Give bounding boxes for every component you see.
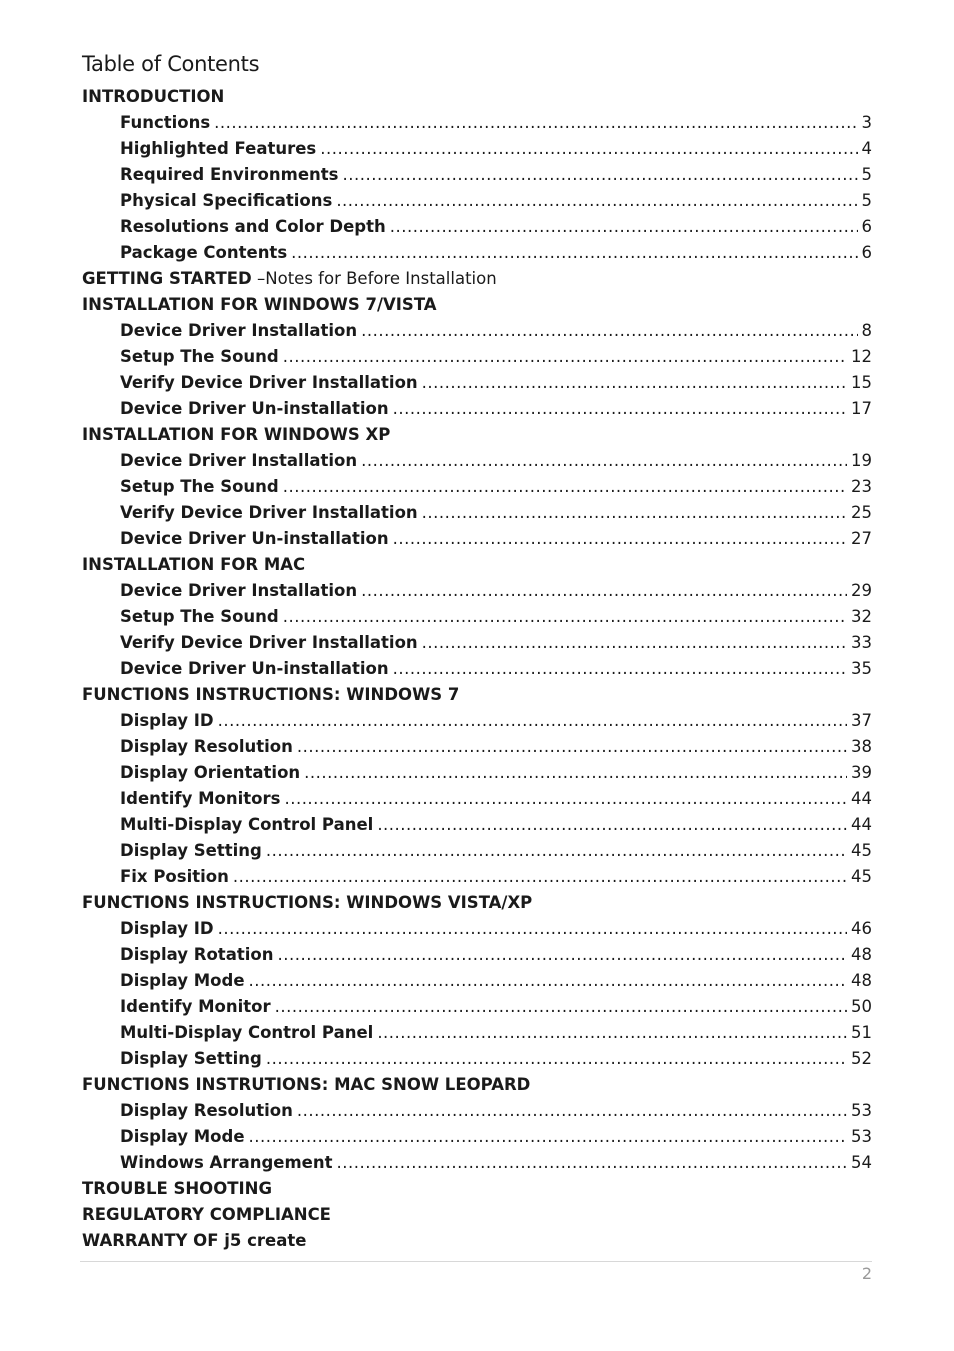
toc-entry-label: Device Driver Installation bbox=[120, 321, 358, 340]
toc-entry-page: 33 bbox=[851, 633, 872, 652]
toc-entry-page: 53 bbox=[851, 1101, 872, 1120]
toc-entry-label: Device Driver Un-installation bbox=[120, 659, 389, 678]
toc-section-label: WARRANTY OF j5 create bbox=[82, 1231, 307, 1250]
toc-entry[interactable] bbox=[82, 916, 872, 942]
toc-entry[interactable] bbox=[82, 630, 872, 656]
toc-entry-page: 32 bbox=[851, 607, 872, 626]
toc-entry-page: 6 bbox=[861, 217, 872, 236]
toc-entry-page: 25 bbox=[851, 503, 872, 522]
toc-entry-page: 27 bbox=[851, 529, 872, 548]
toc-entry-page: 6 bbox=[861, 243, 872, 262]
toc-entry[interactable] bbox=[82, 760, 872, 786]
toc-entry[interactable] bbox=[82, 656, 872, 682]
dot-leader bbox=[266, 838, 847, 864]
toc-entry-page: 39 bbox=[851, 763, 872, 782]
toc-entry-page: 45 bbox=[851, 841, 872, 860]
toc-entry-page: 35 bbox=[851, 659, 872, 678]
toc-section-label: REGULATORY COMPLIANCE bbox=[82, 1205, 331, 1224]
toc-entry[interactable] bbox=[82, 864, 872, 890]
toc-entry-label: Display ID bbox=[120, 919, 214, 938]
toc-section[interactable] bbox=[82, 266, 872, 292]
toc-entry-label: Verify Device Driver Installation bbox=[120, 633, 418, 652]
dot-leader bbox=[218, 708, 847, 734]
toc-entry-label: Device Driver Un-installation bbox=[120, 529, 389, 548]
toc-entry-page: 51 bbox=[851, 1023, 872, 1042]
toc-entry-page: 19 bbox=[851, 451, 872, 470]
toc-entry[interactable] bbox=[82, 396, 872, 422]
toc-entry-label: Display Mode bbox=[120, 1127, 245, 1146]
toc-entry[interactable] bbox=[82, 344, 872, 370]
toc-section[interactable] bbox=[82, 1228, 872, 1254]
toc-entry[interactable] bbox=[82, 942, 872, 968]
toc-entry[interactable] bbox=[82, 370, 872, 396]
dot-leader bbox=[283, 604, 847, 630]
toc-page bbox=[82, 50, 872, 1254]
toc-entry-page: 37 bbox=[851, 711, 872, 730]
toc-entry-label: Display Resolution bbox=[120, 737, 293, 756]
toc-entry-page: 4 bbox=[861, 139, 872, 158]
toc-entry-page: 15 bbox=[851, 373, 872, 392]
toc-entry-label: Identify Monitor bbox=[120, 997, 271, 1016]
dot-leader bbox=[214, 110, 857, 136]
toc-entry-page: 44 bbox=[851, 789, 872, 808]
toc-entry-page: 44 bbox=[851, 815, 872, 834]
toc-section[interactable] bbox=[82, 682, 872, 708]
toc-entry[interactable] bbox=[82, 1124, 872, 1150]
toc-section[interactable] bbox=[82, 1202, 872, 1228]
toc-entry-page: 29 bbox=[851, 581, 872, 600]
toc-entry-label: Setup The Sound bbox=[120, 607, 279, 626]
toc-entry-label: Verify Device Driver Installation bbox=[120, 503, 418, 522]
toc-entry-label: Package Contents bbox=[120, 243, 288, 262]
toc-entry[interactable] bbox=[82, 188, 872, 214]
toc-entry[interactable] bbox=[82, 240, 872, 266]
toc-entry-label: Setup The Sound bbox=[120, 477, 279, 496]
dot-leader bbox=[342, 162, 857, 188]
dot-leader bbox=[284, 786, 847, 812]
toc-entry-page: 5 bbox=[861, 165, 872, 184]
dot-leader bbox=[337, 1150, 847, 1176]
toc-entry-label: Functions bbox=[120, 113, 211, 132]
dot-leader bbox=[291, 240, 857, 266]
toc-section[interactable] bbox=[82, 1176, 872, 1202]
footer-divider bbox=[80, 1261, 872, 1262]
dot-leader bbox=[297, 1098, 847, 1124]
dot-leader bbox=[393, 396, 847, 422]
toc-entry-label: Display Mode bbox=[120, 971, 245, 990]
toc-entry-label: Display Setting bbox=[120, 841, 262, 860]
toc-section-label: GETTING STARTED bbox=[82, 269, 252, 288]
dot-leader bbox=[249, 1124, 847, 1150]
toc-entry[interactable] bbox=[82, 968, 872, 994]
toc-entry-label: Device Driver Installation bbox=[120, 581, 358, 600]
toc-entry-label: Display Setting bbox=[120, 1049, 262, 1068]
toc-section-label: INSTALLATION FOR WINDOWS 7/VISTA bbox=[82, 295, 437, 314]
dot-leader bbox=[233, 864, 847, 890]
dot-leader bbox=[283, 474, 847, 500]
dot-leader bbox=[422, 370, 847, 396]
toc-entry-page: 46 bbox=[851, 919, 872, 938]
dot-leader bbox=[249, 968, 847, 994]
toc-entry-label: Setup The Sound bbox=[120, 347, 279, 366]
toc-entry-label: Windows Arrangement bbox=[120, 1153, 333, 1172]
toc-entry-label: Highlighted Features bbox=[120, 139, 317, 158]
toc-entry-label: Multi-Display Control Panel bbox=[120, 1023, 374, 1042]
toc-entry-label: Display ID bbox=[120, 711, 214, 730]
dot-leader bbox=[422, 630, 847, 656]
toc-entry-page: 3 bbox=[861, 113, 872, 132]
dot-leader bbox=[304, 760, 847, 786]
toc-title: Table of Contents bbox=[82, 52, 260, 76]
toc-section-label: FUNCTIONS INSTRUCTIONS: WINDOWS VISTA/XP bbox=[82, 893, 533, 912]
toc-entry-label: Device Driver Un-installation bbox=[120, 399, 389, 418]
toc-entry-page: 5 bbox=[861, 191, 872, 210]
dot-leader bbox=[361, 578, 847, 604]
dot-leader bbox=[266, 1046, 847, 1072]
toc-list bbox=[82, 84, 872, 1254]
toc-entry-label: Display Resolution bbox=[120, 1101, 293, 1120]
toc-entry[interactable] bbox=[82, 526, 872, 552]
toc-entry[interactable] bbox=[82, 1150, 872, 1176]
dot-leader bbox=[275, 994, 847, 1020]
toc-entry[interactable] bbox=[82, 838, 872, 864]
toc-entry-page: 17 bbox=[851, 399, 872, 418]
dot-leader bbox=[377, 812, 847, 838]
dot-leader bbox=[361, 448, 847, 474]
toc-entry-page: 45 bbox=[851, 867, 872, 886]
toc-entry[interactable] bbox=[82, 1020, 872, 1046]
toc-section-label: INSTALLATION FOR WINDOWS XP bbox=[82, 425, 391, 444]
toc-entry[interactable] bbox=[82, 110, 872, 136]
toc-entry-label: Physical Specifications bbox=[120, 191, 333, 210]
toc-entry[interactable] bbox=[82, 1046, 872, 1072]
toc-entry-page: 50 bbox=[851, 997, 872, 1016]
toc-entry-page: 23 bbox=[851, 477, 872, 496]
toc-entry-label: Multi-Display Control Panel bbox=[120, 815, 374, 834]
toc-entry[interactable] bbox=[82, 500, 872, 526]
toc-section[interactable] bbox=[82, 422, 872, 448]
toc-entry-label: Identify Monitors bbox=[120, 789, 281, 808]
dot-leader bbox=[377, 1020, 847, 1046]
toc-entry[interactable] bbox=[82, 786, 872, 812]
toc-entry-page: 54 bbox=[851, 1153, 872, 1172]
toc-section-label: INTRODUCTION bbox=[82, 87, 225, 106]
toc-section-label: TROUBLE SHOOTING bbox=[82, 1179, 272, 1198]
toc-entry[interactable] bbox=[82, 474, 872, 500]
toc-entry[interactable] bbox=[82, 578, 872, 604]
toc-entry[interactable] bbox=[82, 1098, 872, 1124]
dot-leader bbox=[297, 734, 847, 760]
toc-entry-page: 8 bbox=[861, 321, 872, 340]
toc-section-note: –Notes for Before Installation bbox=[251, 269, 497, 288]
toc-entry-label: Fix Position bbox=[120, 867, 229, 886]
toc-section[interactable] bbox=[82, 552, 872, 578]
toc-entry[interactable] bbox=[82, 708, 872, 734]
toc-section[interactable] bbox=[82, 292, 872, 318]
dot-leader bbox=[336, 188, 857, 214]
toc-entry-page: 12 bbox=[851, 347, 872, 366]
page-number: 2 bbox=[861, 1264, 872, 1283]
toc-entry[interactable] bbox=[82, 994, 872, 1020]
toc-entry[interactable] bbox=[82, 448, 872, 474]
toc-entry[interactable] bbox=[82, 214, 872, 240]
toc-entry-page: 48 bbox=[851, 971, 872, 990]
toc-section[interactable] bbox=[82, 1072, 872, 1098]
toc-entry[interactable] bbox=[82, 812, 872, 838]
toc-entry[interactable] bbox=[82, 162, 872, 188]
toc-section-label: FUNCTIONS INSTRUCTIONS: WINDOWS 7 bbox=[82, 685, 460, 704]
toc-entry[interactable] bbox=[82, 136, 872, 162]
toc-entry-label: Required Environments bbox=[120, 165, 339, 184]
dot-leader bbox=[320, 136, 857, 162]
toc-section-label: INSTALLATION FOR MAC bbox=[82, 555, 306, 574]
toc-entry-label: Resolutions and Color Depth bbox=[120, 217, 386, 236]
dot-leader bbox=[393, 656, 847, 682]
toc-entry[interactable] bbox=[82, 734, 872, 760]
dot-leader bbox=[218, 916, 847, 942]
dot-leader bbox=[361, 318, 857, 344]
toc-entry-label: Display Rotation bbox=[120, 945, 274, 964]
toc-section-label: FUNCTIONS INSTRUTIONS: MAC SNOW LEOPARD bbox=[82, 1075, 531, 1094]
toc-entry-label: Display Orientation bbox=[120, 763, 301, 782]
toc-section[interactable] bbox=[82, 84, 872, 110]
dot-leader bbox=[422, 500, 847, 526]
dot-leader bbox=[393, 526, 847, 552]
toc-entry[interactable] bbox=[82, 604, 872, 630]
toc-section[interactable] bbox=[82, 890, 872, 916]
toc-entry[interactable] bbox=[82, 318, 872, 344]
toc-entry-page: 53 bbox=[851, 1127, 872, 1146]
toc-entry-page: 48 bbox=[851, 945, 872, 964]
dot-leader bbox=[283, 344, 847, 370]
toc-entry-page: 38 bbox=[851, 737, 872, 756]
toc-entry-label: Verify Device Driver Installation bbox=[120, 373, 418, 392]
dot-leader bbox=[277, 942, 847, 968]
dot-leader bbox=[390, 214, 858, 240]
toc-entry-label: Device Driver Installation bbox=[120, 451, 358, 470]
toc-entry-page: 52 bbox=[851, 1049, 872, 1068]
